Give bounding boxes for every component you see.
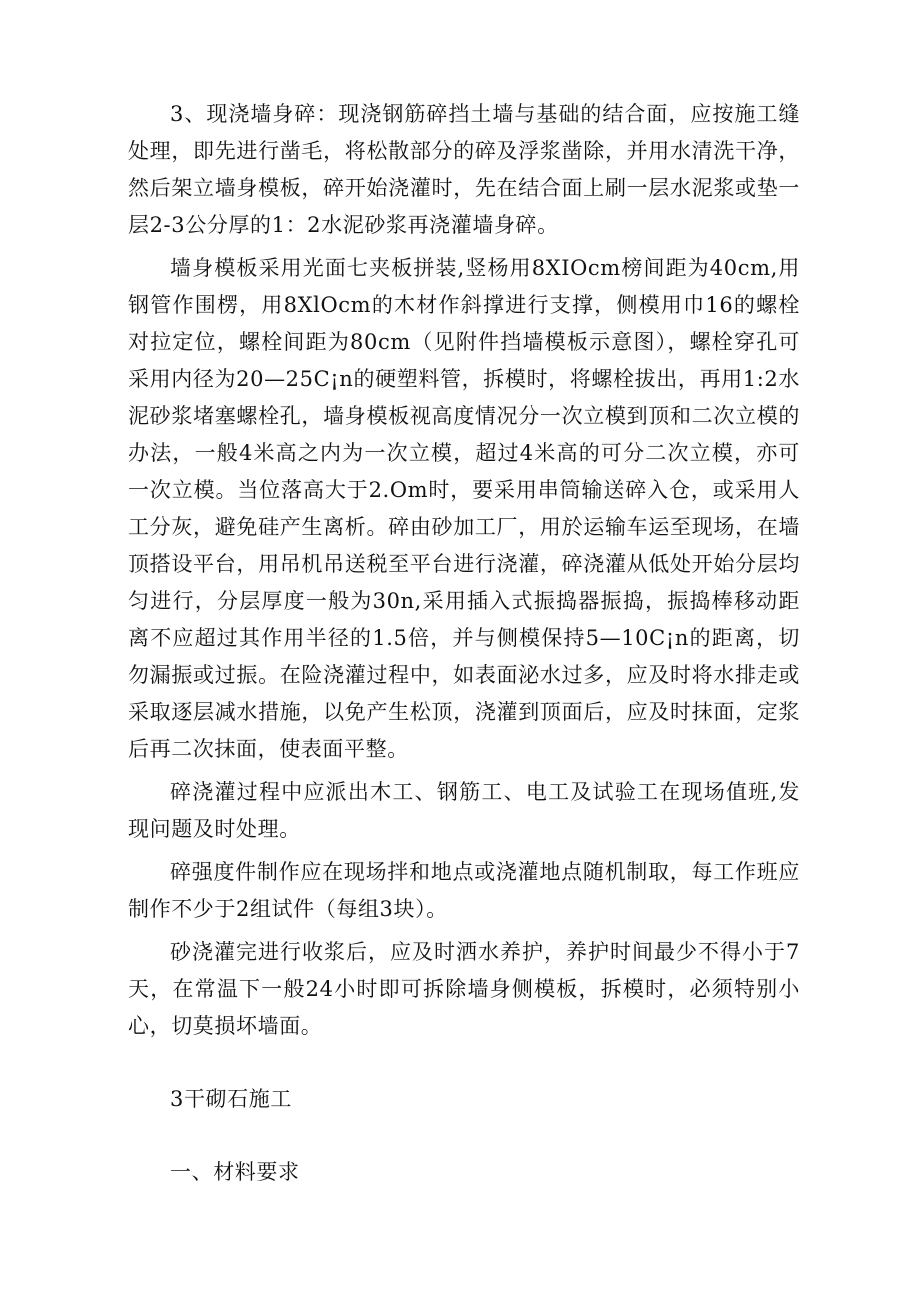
paragraph-test-specimens: 碎强度件制作应在现场拌和地点或浇灌地点随机制取，每工作班应制作不少于2组试件（每组3块）。: [128, 860, 800, 921]
paragraph-curing: 砂浇灌完进行收浆后，应及时洒水养护，养护时间最少不得小于7天，在常温下一般24小时即可拆除墙身侧模板，拆模时，必须特别小心，切莫损坏墙面。: [128, 940, 800, 1038]
paragraph-wall-casting: 3、现浇墙身碎：现浇钢筋碎挡土墙与基础的结合面，应按施工缝处理，即先进行凿毛，将松散部分的碎及浮浆凿除，并用水清洗干净，然后架立墙身模板，碎开始浇灌时，先在结合面上刷一层水泥浆或垫一层2-3公分厚的1：2水泥砂浆再浇灌墙身碎。: [128, 102, 800, 237]
section-heading: 3干砌石施工: [170, 1087, 292, 1111]
document-body: [128, 96, 800, 1191]
paragraph-on-site-staff: 碎浇灌过程中应派出木工、钢筋工、电工及试验工在现场值班,发现问题及时处理。: [128, 780, 800, 841]
subsection-heading: 一、材料要求: [170, 1160, 300, 1184]
paragraph-formwork: 墙身模板采用光面七夹板拼装,竖杨用8XIOcm榜间距为40cm,用钢管作围楞，用8XlOcm的木材作斜撑进行支撑，侧模用巾16的螺栓对拉定位，螺栓间距为80cm（见附件挡墙模板示意图），螺栓穿孔可采用内径为20—25C¡n的硬塑料管，拆模时，将螺栓拔出，再用1:2水泥砂浆堵塞螺栓孔，墙身模板视高度情况分一次立模到顶和二次立模的办法，一般4米高之内为一次立模，超过4米高的可分二次立模，亦可一次立模。当位落高大于2.Om时，要采用串筒输送碎入仓，或采用人工分灰，避免硅产生离析。碎由砂加工厂，用於运输车运至现场，在墙顶搭设平台，用吊机吊送税至平台进行浇灌，碎浇灌从低处开始分层均匀进行，分层厚度一般为30n,采用插入式振捣器振捣，振捣棒移动距离不应超过其作用半径的1.5倍，并与侧模保持5—10C¡n的距离，切勿漏振或过振。在险浇灌过程中，如表面泌水过多，应及时将水排走或采取逐层减水措施，以免产生松顶，浇灌到顶面后，应及时抹面，定浆后再二次抹面，使表面平整。: [128, 256, 800, 761]
